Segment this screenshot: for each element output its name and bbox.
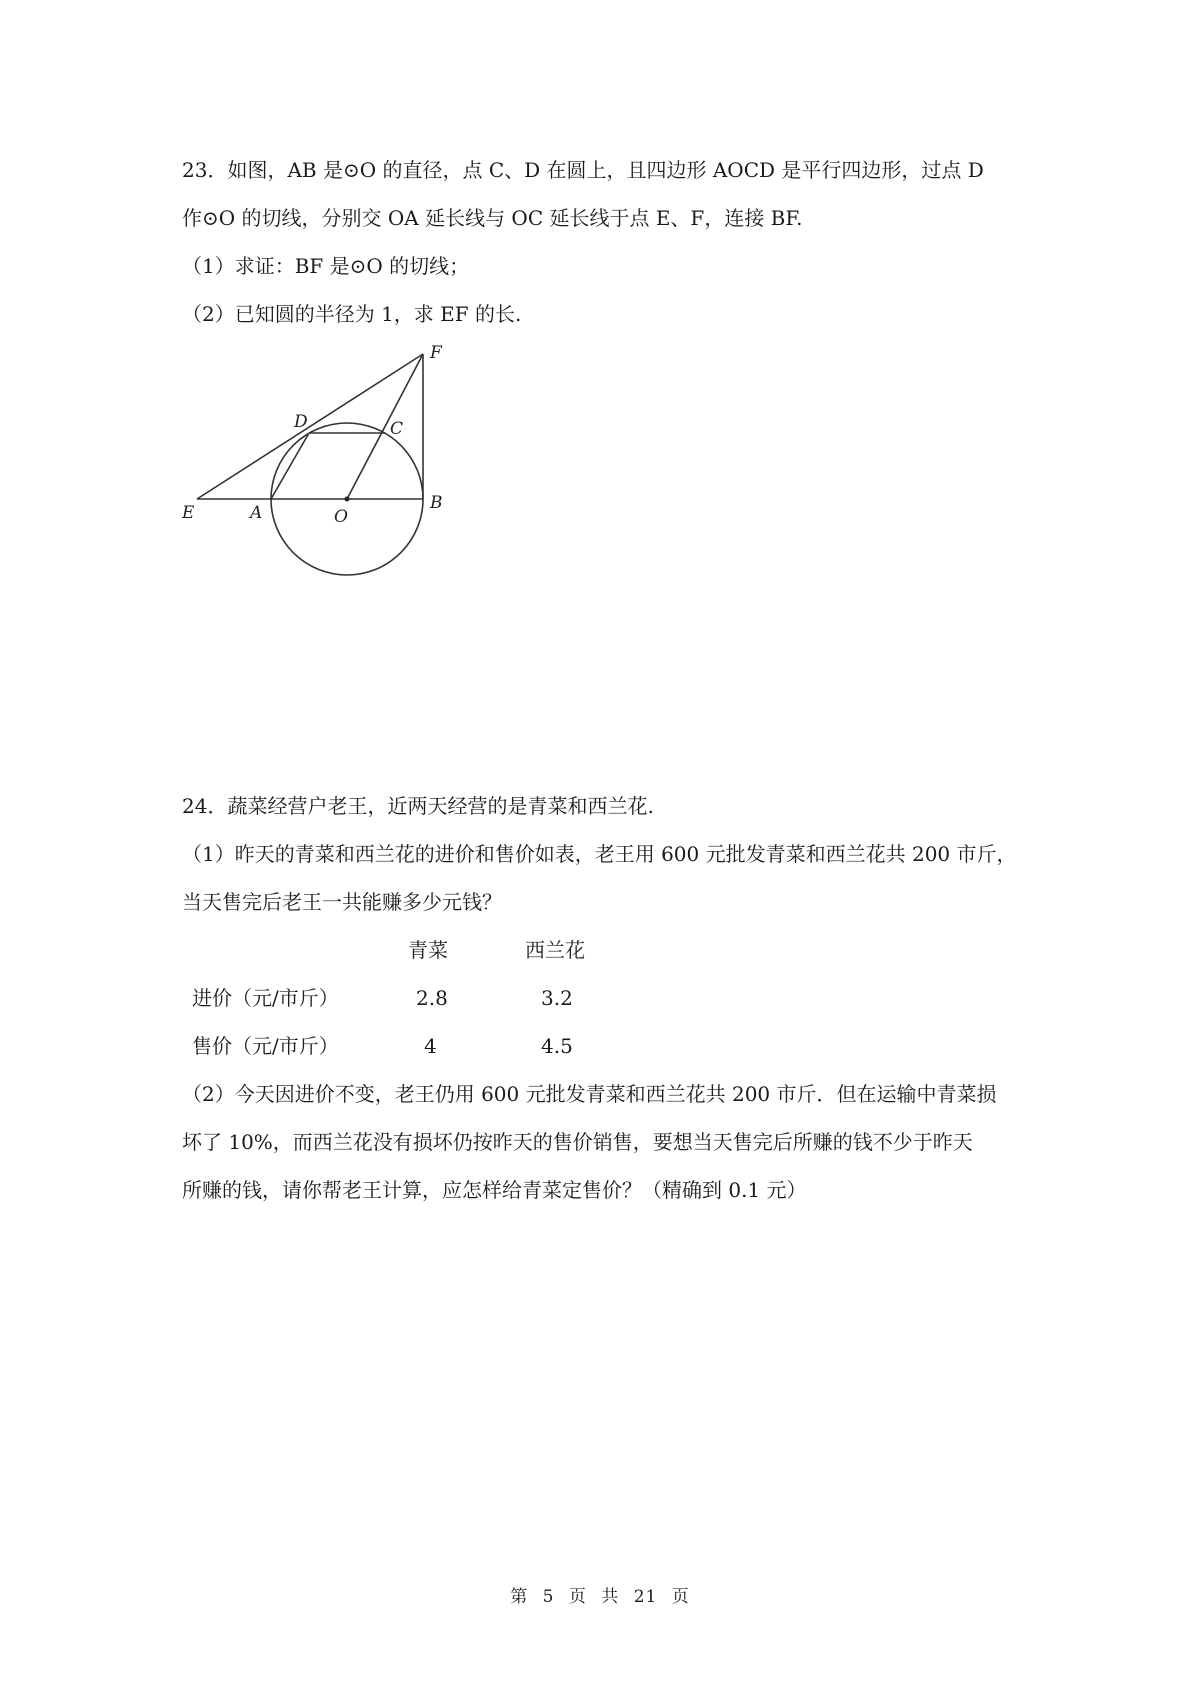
label-e: E — [182, 503, 195, 523]
table-row-label-jinjia: 进价（元/市斤） — [192, 986, 339, 1010]
page-footer — [0, 1582, 1200, 1607]
line-of — [347, 354, 423, 499]
q24-line-1: 24．蔬菜经营户老王，近两天经营的是青菜和西兰花. — [182, 794, 654, 818]
q23-line-1: 23．如图，AB 是⊙O 的直径，点 C、D 在圆上，且四边形 AOCD 是平行四边形，过点 D — [182, 158, 984, 182]
footer-mid-2: 共 — [601, 1587, 620, 1607]
q24-part-1-line-2: 当天售完后老王一共能赚多少元钱？ — [182, 890, 502, 914]
line-ad — [271, 433, 309, 499]
q24-part-1-line-1: （1）昨天的青菜和西兰花的进价和售价如表，老王用 600 元批发青菜和西兰花共 200 市斤， — [182, 842, 1017, 866]
q24-part-2-line-3: 所赚的钱，请你帮老王计算，应怎样给青菜定售价？（精确到 0.1 元） — [182, 1178, 807, 1202]
q24-part-2-line-2: 坏了 10%，而西兰花没有损坏仍按昨天的售价销售，要想当天售完后所赚的钱不少于昨天 — [182, 1130, 973, 1154]
table-cell-jinjia-qingcai: 2.8 — [416, 986, 448, 1010]
table-header-qingcai: 青菜 — [408, 938, 448, 962]
table-header-xilanhua: 西兰花 — [525, 938, 585, 962]
label-c: C — [390, 419, 404, 439]
geometry-figure — [182, 342, 452, 582]
center-point-o — [345, 497, 350, 502]
label-d: D — [294, 412, 308, 432]
label-b: B — [430, 493, 443, 513]
footer-prefix: 第 — [510, 1587, 529, 1607]
table-cell-jinjia-xilanhua: 3.2 — [541, 986, 573, 1010]
footer-total-pages: 21 — [633, 1587, 658, 1607]
q24-part-2-line-1: （2）今天因进价不变，老王仍用 600 元批发青菜和西兰花共 200 市斤．但在运输中青菜损 — [182, 1082, 997, 1106]
q23-part-1: （1）求证：BF 是⊙O 的切线； — [182, 254, 470, 278]
label-a: A — [250, 503, 263, 523]
table-cell-shoujia-xilanhua: 4.5 — [541, 1034, 573, 1058]
table-row-label-shoujia: 售价（元/市斤） — [192, 1034, 339, 1058]
table-cell-shoujia-qingcai: 4 — [424, 1034, 437, 1058]
q23-part-2: （2）已知圆的半径为 1，求 EF 的长. — [182, 302, 522, 326]
q23-line-2: 作⊙O 的切线，分别交 OA 延长线与 OC 延长线于点 E、F，连接 BF. — [182, 206, 803, 230]
footer-suffix: 页 — [671, 1587, 690, 1607]
footer-mid-1: 页 — [568, 1587, 587, 1607]
label-o: O — [334, 507, 348, 527]
footer-page-number: 5 — [542, 1587, 555, 1607]
label-f: F — [430, 343, 442, 363]
